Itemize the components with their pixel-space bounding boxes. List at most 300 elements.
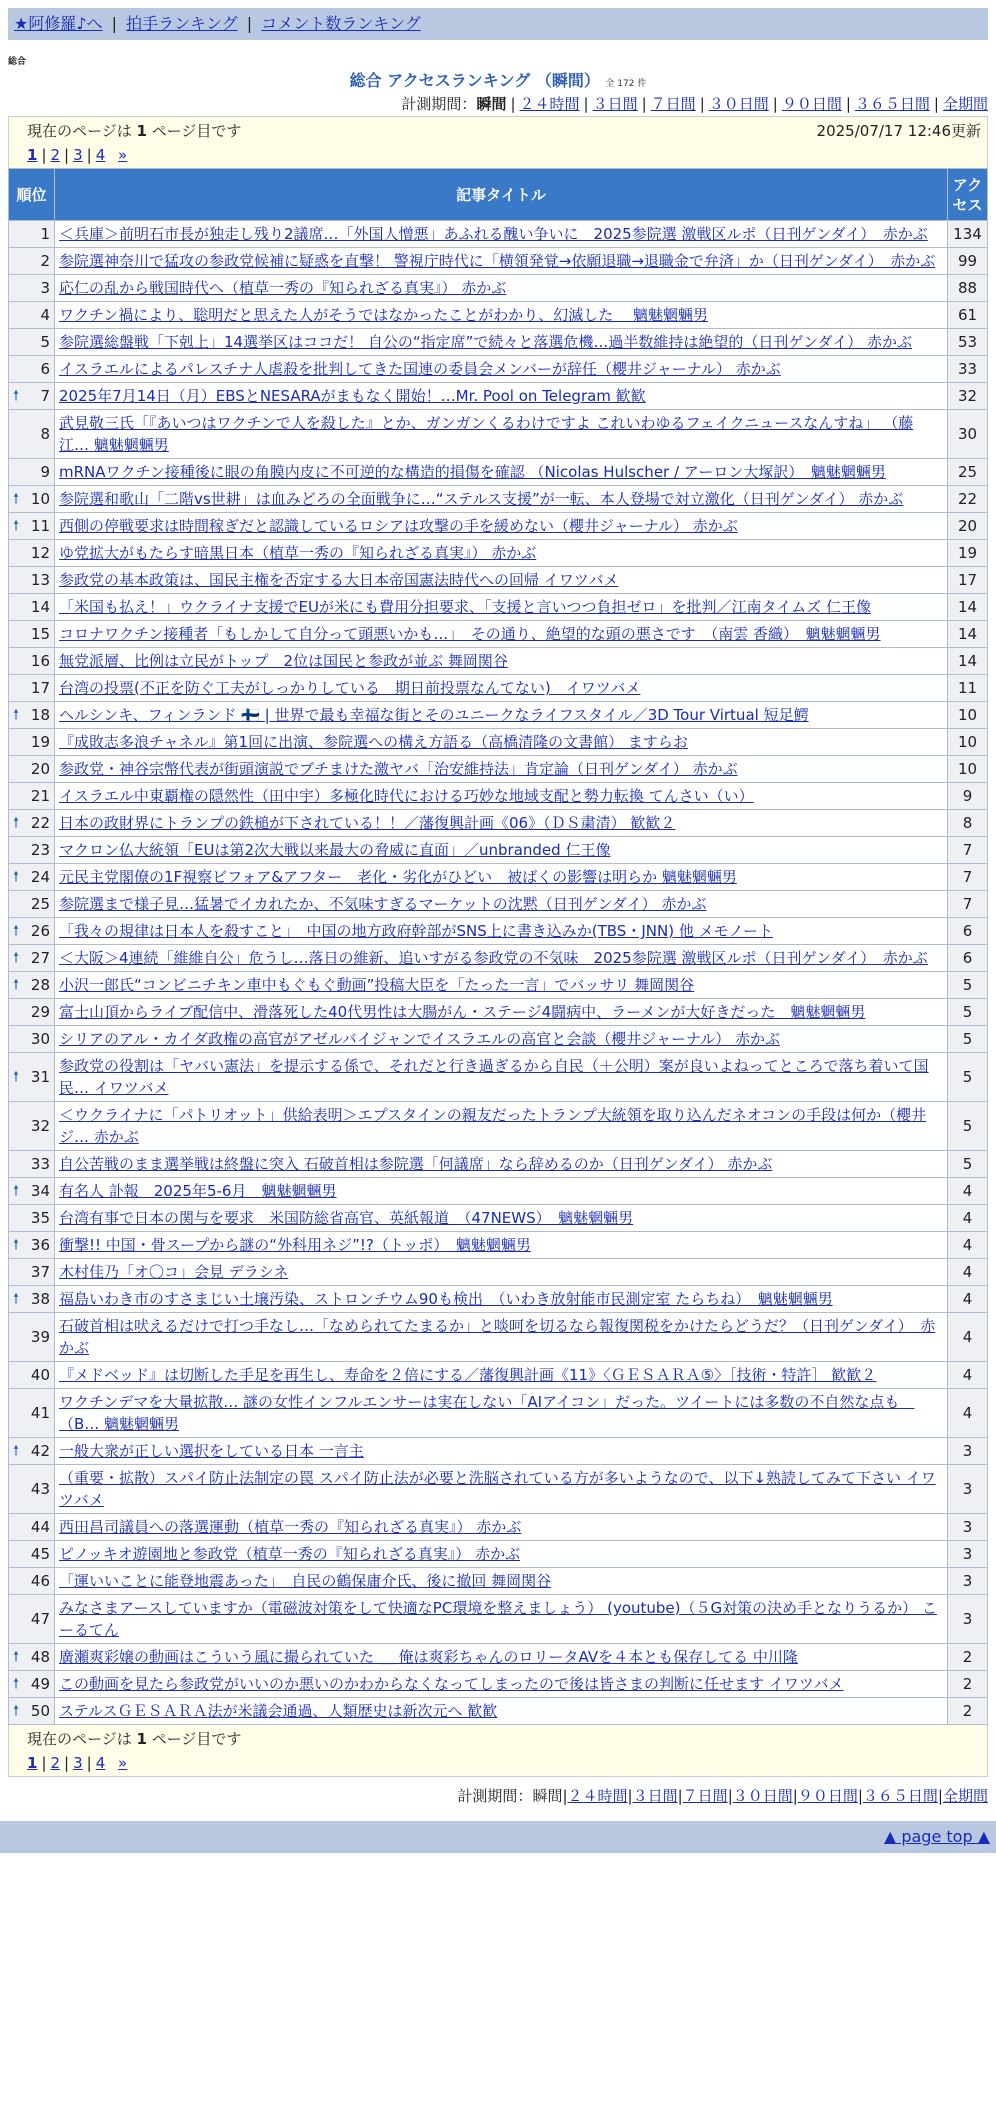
rank-cell <box>9 1595 55 1644</box>
access-count: 7 <box>948 891 988 918</box>
article-link[interactable]: 参院選神奈川で猛攻の参政党候補に疑惑を直撃！ 警視庁時代に「横領発覚→依願退職→退職金で弁済」か（日刊ゲンダイ） 赤かぶ <box>59 252 936 270</box>
page-separator <box>109 1754 114 1772</box>
page-link-4[interactable]: 4 <box>95 1754 106 1772</box>
title-cell <box>55 999 948 1026</box>
title-cell <box>55 945 948 972</box>
rank-cell <box>9 1671 55 1698</box>
rank-number: 34 <box>30 1182 50 1200</box>
access-count: 4 <box>948 1232 988 1259</box>
rank-number: 46 <box>30 1572 50 1590</box>
table-row <box>9 383 988 410</box>
title-cell <box>55 1644 948 1671</box>
title-cell <box>55 1286 948 1313</box>
updated-timestamp: 2025/07/17 12:46更新 <box>816 122 981 140</box>
article-link[interactable]: マクロン仏大統領「EUは第2次大戦以来最大の脅威に直面」／unbranded 仁王像 <box>59 841 611 859</box>
article-link[interactable]: （重要・拡散）スパイ防止法制定の罠 スパイ防止法が必要と洗脳されている方が多いようなので、以下↓熟読してみて下さい イワツバメ <box>59 1469 936 1509</box>
title-cell <box>55 302 948 329</box>
access-count: 3 <box>948 1438 988 1465</box>
title-cell <box>55 329 948 356</box>
article-link[interactable]: ヘルシンキ、フィンランド 🇫🇮 | 世界で最も幸福な街とそのユニークなライフスタイル／3D Tour Virtual 短足鰐 <box>59 706 809 724</box>
current-page-text <box>27 119 241 143</box>
access-count: 4 <box>948 1259 988 1286</box>
access-count: 88 <box>948 275 988 302</box>
table-row <box>9 972 988 999</box>
rank-number: 35 <box>30 1209 50 1227</box>
rank-up-arrow-icon: 🠕 <box>13 1676 20 1692</box>
rank-up-arrow-icon: 🠕 <box>13 1649 20 1665</box>
rank-up-arrow-icon: 🠕 <box>13 388 20 404</box>
rank-cell <box>9 1259 55 1286</box>
access-count: 19 <box>948 540 988 567</box>
period-link[interactable]: ７日間 <box>682 1787 728 1805</box>
rank-up-arrow-icon: 🠕 <box>13 977 20 993</box>
rank-cell <box>9 1568 55 1595</box>
rank-number: 33 <box>30 1155 50 1173</box>
rank-number: 41 <box>30 1404 50 1422</box>
title-cell <box>55 567 948 594</box>
table-row <box>9 702 988 729</box>
page-link-2[interactable]: 2 <box>50 1754 61 1772</box>
title-cell <box>55 1232 948 1259</box>
table-row <box>9 1362 988 1389</box>
rank-number: 9 <box>40 463 50 481</box>
rank-up-arrow-icon: 🠕 <box>13 707 20 723</box>
access-count: 4 <box>948 1286 988 1313</box>
rank-number: 48 <box>30 1648 50 1666</box>
article-link[interactable]: 一般大衆が正しい選択をしている日本 一言主 <box>59 1442 364 1460</box>
article-link[interactable]: 石破首相は吠えるだけで打つ手なし…「なめられてたまるか」と啖呵を切るなら報復関税をかけたらどうだ？（日刊ゲンダイ） 赤かぶ <box>59 1317 936 1357</box>
access-count: 20 <box>948 513 988 540</box>
rank-up-arrow-icon: 🠕 <box>13 950 20 966</box>
page-link-1[interactable]: 1 <box>27 1754 38 1772</box>
article-link[interactable]: みなさまアースしていますか（電磁波対策をして快適なPC環境を整えましょう） (youtube)（５G対策の決め手となりうるか） こーるてん <box>59 1599 937 1639</box>
table-row <box>9 918 988 945</box>
article-link[interactable]: 台湾の投票(不正を防ぐ工夫がしっかりしている 期日前投票なんてない) イワツバメ <box>59 679 641 697</box>
article-link[interactable]: ＜ウクライナに「パトリオット」供給表明＞エプスタインの親友だったトランプ大統領を取り込んだネオコンの手段は何か（櫻井ジ… 赤かぶ <box>59 1106 927 1146</box>
access-count: 9 <box>948 783 988 810</box>
table-row <box>9 513 988 540</box>
article-link[interactable]: 武見敬三氏「『あいつはワクチンで人を殺した』とか、ガンガンくるわけですよ これいわゆるフェイクニュースなんすね」 （藤江… 魑魅魍魎男 <box>59 414 914 454</box>
rank-cell <box>9 248 55 275</box>
table-row <box>9 1644 988 1671</box>
col-rank-label: 順位 <box>16 185 47 204</box>
page-link-2[interactable]: 2 <box>50 146 61 164</box>
access-count: 2 <box>948 1698 988 1725</box>
applause-ranking-link[interactable]: 拍手ランキング <box>126 14 238 33</box>
page-link-3[interactable]: 3 <box>73 146 83 164</box>
rank-cell <box>9 567 55 594</box>
next-page-link[interactable]: » <box>118 1754 128 1772</box>
access-count: 10 <box>948 756 988 783</box>
article-link[interactable]: 無党派層、比例は立民がトップ 2位は国民と参政が並ぶ 舞岡関谷 <box>59 652 508 670</box>
rank-cell <box>9 702 55 729</box>
page-link-4[interactable]: 4 <box>95 146 106 164</box>
article-link[interactable]: 廣瀬爽彩嬢の動画はこういう風に撮られていた ＿ 俺は爽彩ちゃんのロリータAVを４本とも保存してる 中川隆 <box>59 1648 798 1666</box>
rank-cell <box>9 864 55 891</box>
article-link[interactable]: 台湾有事で日本の関与を要求 米国防総省高官、英紙報道 （47NEWS） 魑魅魍魎男 <box>59 1209 634 1227</box>
ranking-table <box>8 168 988 1725</box>
rank-cell <box>9 329 55 356</box>
rank-number: 1 <box>40 225 50 243</box>
page-separator: | <box>64 1754 70 1772</box>
article-link[interactable]: 有名人 訃報 2025年5-6月 魑魅魍魎男 <box>59 1182 337 1200</box>
article-link[interactable]: イスラエル中東覇権の隠然性（田中宇）多極化時代における巧妙な地域支配と勢力転換 てんさい（い） <box>59 787 754 805</box>
period-link[interactable]: ３６５日間 <box>854 95 930 113</box>
rank-number: 42 <box>30 1442 50 1460</box>
rank-cell <box>9 621 55 648</box>
table-row <box>9 1151 988 1178</box>
rank-number: 32 <box>30 1117 50 1135</box>
article-link[interactable]: 応仁の乱から戦国時代へ（植草一秀の『知られざる真実』） 赤かぶ <box>59 279 507 297</box>
access-count: 10 <box>948 702 988 729</box>
pager-suffix: ページ目です <box>151 122 242 140</box>
access-count: 5 <box>948 1151 988 1178</box>
table-row <box>9 459 988 486</box>
title-cell <box>55 1053 948 1102</box>
rank-up-arrow-icon: 🠕 <box>13 1237 20 1253</box>
period-link[interactable]: ７日間 <box>650 95 696 113</box>
rank-cell <box>9 972 55 999</box>
article-link[interactable]: 木村佳乃「オ〇コ」会見 デラシネ <box>59 1263 289 1281</box>
rank-number: 39 <box>30 1328 50 1346</box>
rank-number: 31 <box>30 1068 50 1086</box>
article-link[interactable]: ゆ党拡大がもたらす暗黒日本（植草一秀の『知られざる真実』） 赤かぶ <box>59 544 537 562</box>
article-link[interactable]: 「我々の規律は日本人を殺すこと」 中国の地方政府幹部がSNS上に書き込みか(TBS・JNN) 他 メモノート <box>59 922 773 940</box>
article-link[interactable]: 衝撃!! 中国・骨スープから謎の“外科用ネジ”!?（トッポ） 魑魅魍魎男 <box>59 1236 531 1254</box>
rank-number: 2 <box>40 252 50 270</box>
access-count: 4 <box>948 1313 988 1362</box>
table-row <box>9 945 988 972</box>
rank-number: 38 <box>30 1290 50 1308</box>
rank-number: 23 <box>30 841 50 859</box>
article-link[interactable]: ＜兵庫＞前明石市長が独走し残り2議席…「外国人憎悪」あふれる醜い争いに 2025参院選 激戦区ルポ（日刊ゲンダイ） 赤かぶ <box>59 225 928 243</box>
period-separator: | <box>857 1787 863 1805</box>
pager-page-number: 1 <box>136 122 147 140</box>
period-link[interactable]: ３日間 <box>592 95 638 113</box>
table-row <box>9 594 988 621</box>
table-row <box>9 1313 988 1362</box>
top-nav-bar <box>8 8 988 40</box>
access-count: 14 <box>948 594 988 621</box>
title-cell <box>55 918 948 945</box>
rank-number: 50 <box>30 1702 50 1720</box>
rank-cell <box>9 1026 55 1053</box>
article-link[interactable]: 参政党・神谷宗幣代表が街頭演説でブチまけた激ヤバ「治安維持法」肯定論（日刊ゲンダイ） 赤かぶ <box>59 760 738 778</box>
table-row <box>9 1389 988 1438</box>
article-link[interactable]: mRNAワクチン接種後に眼の角膜内皮に不可逆的な構造的損傷を確認 （Nicolas Hulscher / アーロン大塚訳） 魑魅魍魎男 <box>59 463 886 481</box>
rank-number: 25 <box>30 895 50 913</box>
period-link[interactable]: ３０日間 <box>732 1787 793 1805</box>
rank-cell <box>9 383 55 410</box>
rank-cell <box>9 1541 55 1568</box>
table-row <box>9 356 988 383</box>
pager-page-number: 1 <box>136 1730 147 1748</box>
ranking-heading <box>8 70 988 92</box>
article-link[interactable]: この動画を見たら参政党がいいのか悪いのかわからなくなってしまったので後は皆さまの判断に任せます イワツバメ <box>59 1675 844 1693</box>
rank-cell <box>9 459 55 486</box>
rank-number: 36 <box>30 1236 50 1254</box>
rank-cell <box>9 1286 55 1313</box>
page-top-link[interactable]: ▲ page top ▲ <box>883 1827 990 1846</box>
access-count: 8 <box>948 810 988 837</box>
page-link-3[interactable]: 3 <box>73 1754 83 1772</box>
col-rank-header <box>9 169 55 221</box>
period-link[interactable]: ３６５日間 <box>862 1787 938 1805</box>
access-count: 17 <box>948 567 988 594</box>
period-label: 計測期間： <box>401 95 477 113</box>
article-link[interactable]: 元民主党閣僚の1F視察ビフォア&アフター 老化・劣化がひどい 被ばくの影響は明らか 魑魅魍魎男 <box>59 868 737 886</box>
rank-up-arrow-icon: 🠕 <box>13 1443 20 1459</box>
article-link[interactable]: 「運いいことに能登地震あった」 自民の鶴保庸介氏、後に撤回 舞岡関谷 <box>59 1572 552 1590</box>
rank-cell <box>9 1232 55 1259</box>
article-link[interactable]: シリアのアル・カイダ政権の高官がアゼルバイジャンでイスラエルの高官と会談（櫻井ジャーナル） 赤かぶ <box>59 1030 781 1048</box>
rank-number: 14 <box>30 598 50 616</box>
period-link[interactable]: 全期間 <box>942 1787 988 1805</box>
rank-cell <box>9 1644 55 1671</box>
period-link[interactable]: ２４時間 <box>567 1787 628 1805</box>
table-row <box>9 783 988 810</box>
period-link[interactable]: ３０日間 <box>708 95 769 113</box>
period-link[interactable]: ２４時間 <box>519 95 580 113</box>
period-separator: | <box>641 95 647 113</box>
title-cell <box>55 221 948 248</box>
rank-cell <box>9 783 55 810</box>
access-count: 3 <box>948 1465 988 1514</box>
table-row <box>9 1102 988 1151</box>
article-link[interactable]: 「米国も払え！」ウクライナ支援でEUが米にも費用分担要求、「支援と言いつつ負担ゼロ」を批判／江南タイムズ 仁王像 <box>59 598 871 616</box>
article-link[interactable]: 福島いわき市のすさまじい土壌汚染、ストロンチウム90も検出 （いわき放射能市民測定室 たらちね） 魑魅魍魎男 <box>59 1290 833 1308</box>
page-separator <box>109 146 114 164</box>
title-cell <box>55 891 948 918</box>
col-access-label: アクセス <box>952 175 983 214</box>
article-link[interactable]: コロナワクチン接種者「もしかして自分って頭悪いかも…」 その通り、絶望的な頭の悪さです （南雲 香織） 魑魅魍魎男 <box>59 625 881 643</box>
article-link[interactable]: 自公苦戦のまま選挙戦は終盤に突入 石破首相は参院選「何議席」なら辞めるのか（日刊ゲンダイ） 赤かぶ <box>59 1155 773 1173</box>
total-count: 全 172 件 <box>605 79 647 89</box>
rank-up-arrow-icon: 🠕 <box>13 518 20 534</box>
title-cell <box>55 864 948 891</box>
title-cell <box>55 1313 948 1362</box>
article-link[interactable]: ワクチンデマを大量拡散… 謎の女性インフルエンサーは実在しない「AIアイコン」だった。ツイートには多数の不自然な点も （B… 魑魅魍魎男 <box>59 1393 915 1433</box>
rank-number: 24 <box>30 868 50 886</box>
article-link[interactable]: ワクチン禍により、聡明だと思えた人がそうではなかったことがわかり、幻滅した 魑魅魍魎男 <box>59 306 709 324</box>
title-cell <box>55 1205 948 1232</box>
rank-up-arrow-icon: 🠕 <box>13 815 20 831</box>
period-label: 計測期間： <box>457 1787 533 1805</box>
access-count: 5 <box>948 999 988 1026</box>
period-separator: | <box>772 95 778 113</box>
rank-number: 11 <box>30 517 50 535</box>
rank-number: 15 <box>30 625 50 643</box>
title-cell <box>55 756 948 783</box>
comment-ranking-link[interactable]: コメント数ランキング <box>261 14 421 33</box>
rank-number: 19 <box>30 733 50 751</box>
table-row <box>9 756 988 783</box>
pager-bottom <box>8 1725 988 1777</box>
rank-number: 37 <box>30 1263 50 1281</box>
rank-cell <box>9 999 55 1026</box>
access-count: 32 <box>948 383 988 410</box>
rank-number: 16 <box>30 652 50 670</box>
page-separator: | <box>86 146 92 164</box>
table-row <box>9 1026 988 1053</box>
article-link[interactable]: 参政党の基本政策は、国民主権を否定する大日本帝国憲法時代への回帰 イワツバメ <box>59 571 619 589</box>
table-row <box>9 1595 988 1644</box>
title-cell <box>55 972 948 999</box>
table-row <box>9 864 988 891</box>
period-separator: | <box>699 95 705 113</box>
title-cell <box>55 1178 948 1205</box>
title-cell <box>55 1259 948 1286</box>
home-link[interactable]: ★阿修羅♪へ <box>14 14 103 33</box>
title-cell <box>55 275 948 302</box>
access-count: 22 <box>948 486 988 513</box>
period-separator: | <box>937 1787 943 1805</box>
period-link[interactable]: ９０日間 <box>781 95 842 113</box>
rank-up-arrow-icon: 🠕 <box>13 1291 20 1307</box>
rank-number: 18 <box>30 706 50 724</box>
title-cell <box>55 383 948 410</box>
nav-separator: | <box>111 14 118 33</box>
table-row <box>9 1465 988 1514</box>
title-cell <box>55 1568 948 1595</box>
col-access-header <box>948 169 988 221</box>
table-row <box>9 540 988 567</box>
access-count: 14 <box>948 648 988 675</box>
table-row <box>9 1438 988 1465</box>
table-row <box>9 329 988 356</box>
rank-cell <box>9 675 55 702</box>
title-cell <box>55 729 948 756</box>
page-link-1[interactable]: 1 <box>27 146 38 164</box>
pager-prefix: 現在のページは <box>27 122 132 140</box>
access-count: 3 <box>948 1541 988 1568</box>
rank-cell <box>9 1178 55 1205</box>
access-count: 2 <box>948 1644 988 1671</box>
article-link[interactable]: ピノッキオ遊園地と参政党（植草一秀の『知られざる真実』） 赤かぶ <box>59 1545 521 1563</box>
access-count: 6 <box>948 945 988 972</box>
rank-cell <box>9 1438 55 1465</box>
article-link[interactable]: ＜大阪＞4連続「維維自公」危うし…落日の維新、追いすがる参政党の不気味 2025参院選 激戦区ルポ（日刊ゲンダイ） 赤かぶ <box>59 949 928 967</box>
rank-cell <box>9 302 55 329</box>
page-separator: | <box>41 146 47 164</box>
article-link[interactable]: 参院選総盤戦「下剋上」14選挙区はココだ！ 自公の“指定席”で続々と落選危機…過半数維持は絶望的（日刊ゲンダイ） 赤かぶ <box>59 333 912 351</box>
title-cell <box>55 1026 948 1053</box>
table-row <box>9 248 988 275</box>
article-link[interactable]: 西側の停戦要求は時間稼ぎだと認識しているロシアは攻撃の手を緩めない（櫻井ジャーナル） 赤かぶ <box>59 517 738 535</box>
title-cell <box>55 1389 948 1438</box>
rank-number: 20 <box>30 760 50 778</box>
rank-cell <box>9 756 55 783</box>
article-link[interactable]: イスラエルによるパレスチナ人虐殺を批判してきた国連の委員会メンバーが辞任（櫻井ジャーナル） 赤かぶ <box>59 360 781 378</box>
article-link[interactable]: 小沢一郎氏“コンビニチキン車中もぐもぐ動画”投稿大臣を「たった一言」でバッサリ 舞岡関谷 <box>59 976 695 994</box>
rank-cell <box>9 356 55 383</box>
access-count: 33 <box>948 356 988 383</box>
article-link[interactable]: 『メドベッド』は切断した手足を再生し、寿命を２倍にする／藩復興計画《11》〈ＧＥＳＡＲＡ⑤〉［技術・特許］ 歓歓２ <box>59 1366 877 1384</box>
period-link[interactable]: 全期間 <box>942 95 988 113</box>
rank-up-arrow-icon: 🠕 <box>13 869 20 885</box>
article-link[interactable]: 『成敗志多浪チャネル』第1回に出演、参院選への構え方語る（高橋清隆の文書館） ますらお <box>59 733 688 751</box>
period-current: 瞬間 <box>532 1787 563 1805</box>
table-row <box>9 1286 988 1313</box>
title-cell <box>55 648 948 675</box>
article-link[interactable]: 日本の政財界にトランプの鉄槌が下されている！！／藩復興計画《06》（ＤＳ粛清） 歓歓２ <box>59 814 676 832</box>
rank-cell <box>9 275 55 302</box>
rank-cell <box>9 513 55 540</box>
rank-cell <box>9 945 55 972</box>
period-current: 瞬間 <box>476 95 507 113</box>
current-page-text <box>27 1727 241 1751</box>
table-row <box>9 275 988 302</box>
article-link[interactable]: 富士山頂からライブ配信中、滑落死した40代男性は大腸がん・ステージ4闘病中、ラーメンが大好きだった 魑魅魍魎男 <box>59 1003 866 1021</box>
period-separator: | <box>677 1787 683 1805</box>
table-row <box>9 729 988 756</box>
table-row <box>9 221 988 248</box>
rank-up-arrow-icon: 🠕 <box>13 1183 20 1199</box>
period-link[interactable]: ３日間 <box>632 1787 678 1805</box>
article-link[interactable]: 2025年7月14日（月）EBSとNESARAがまもなく開始！…Mr. Pool on Telegram 歓歓 <box>59 387 646 405</box>
rank-cell <box>9 918 55 945</box>
table-row <box>9 1053 988 1102</box>
col-title-header: 記事タイトル <box>55 169 948 221</box>
rank-number: 47 <box>30 1610 50 1628</box>
article-link[interactable]: 参院選まで様子見…猛暑でイカれたか、不気味すぎるマーケットの沈黙（日刊ゲンダイ） 赤かぶ <box>59 895 707 913</box>
page-links <box>27 1751 981 1775</box>
title-cell <box>55 1514 948 1541</box>
rank-cell <box>9 1102 55 1151</box>
article-link[interactable]: ステルスＧＥＳＡＲＡ法が米議会通過、人類歴史は新次元へ 歓歓 <box>59 1702 498 1720</box>
article-link[interactable]: 参院選和歌山「二階vs世耕」は血みどろの全面戦争に…“ステルス支援”が一転、本人登場で対立激化（日刊ゲンダイ） 赤かぶ <box>59 490 904 508</box>
access-count: 4 <box>948 1205 988 1232</box>
access-count: 30 <box>948 410 988 459</box>
rank-number: 3 <box>40 279 50 297</box>
title-cell <box>55 837 948 864</box>
rank-cell <box>9 410 55 459</box>
rank-cell <box>9 891 55 918</box>
table-row <box>9 486 988 513</box>
article-link[interactable]: 西田昌司議員への落選運動（植草一秀の『知られざる真実』） 赤かぶ <box>59 1518 522 1536</box>
title-cell <box>55 702 948 729</box>
rank-cell <box>9 1362 55 1389</box>
rank-cell <box>9 729 55 756</box>
access-count: 7 <box>948 864 988 891</box>
rank-cell <box>9 648 55 675</box>
rank-cell <box>9 1313 55 1362</box>
table-row <box>9 1671 988 1698</box>
article-link[interactable]: 参政党の役割は「ヤバい憲法」を提示する係で、それだと行き過ぎるから自民（＋公明）案が良いよねってところで落ち着いて国民… イワツバメ <box>59 1057 929 1097</box>
title-cell <box>55 1671 948 1698</box>
table-row <box>9 567 988 594</box>
access-count: 11 <box>948 675 988 702</box>
title-cell <box>55 1438 948 1465</box>
rank-number: 5 <box>40 333 50 351</box>
rank-cell <box>9 1514 55 1541</box>
table-row <box>9 648 988 675</box>
table-row <box>9 1205 988 1232</box>
rank-number: 17 <box>30 679 50 697</box>
title-cell <box>55 1698 948 1725</box>
rank-cell <box>9 1053 55 1102</box>
access-count: 5 <box>948 1053 988 1102</box>
access-count: 5 <box>948 1102 988 1151</box>
next-page-link[interactable]: » <box>118 146 128 164</box>
table-row <box>9 1698 988 1725</box>
period-link[interactable]: ９０日間 <box>797 1787 858 1805</box>
title-cell <box>55 540 948 567</box>
table-row <box>9 1514 988 1541</box>
title-cell <box>55 1541 948 1568</box>
period-separator: | <box>627 1787 633 1805</box>
page-separator: | <box>41 1754 47 1772</box>
